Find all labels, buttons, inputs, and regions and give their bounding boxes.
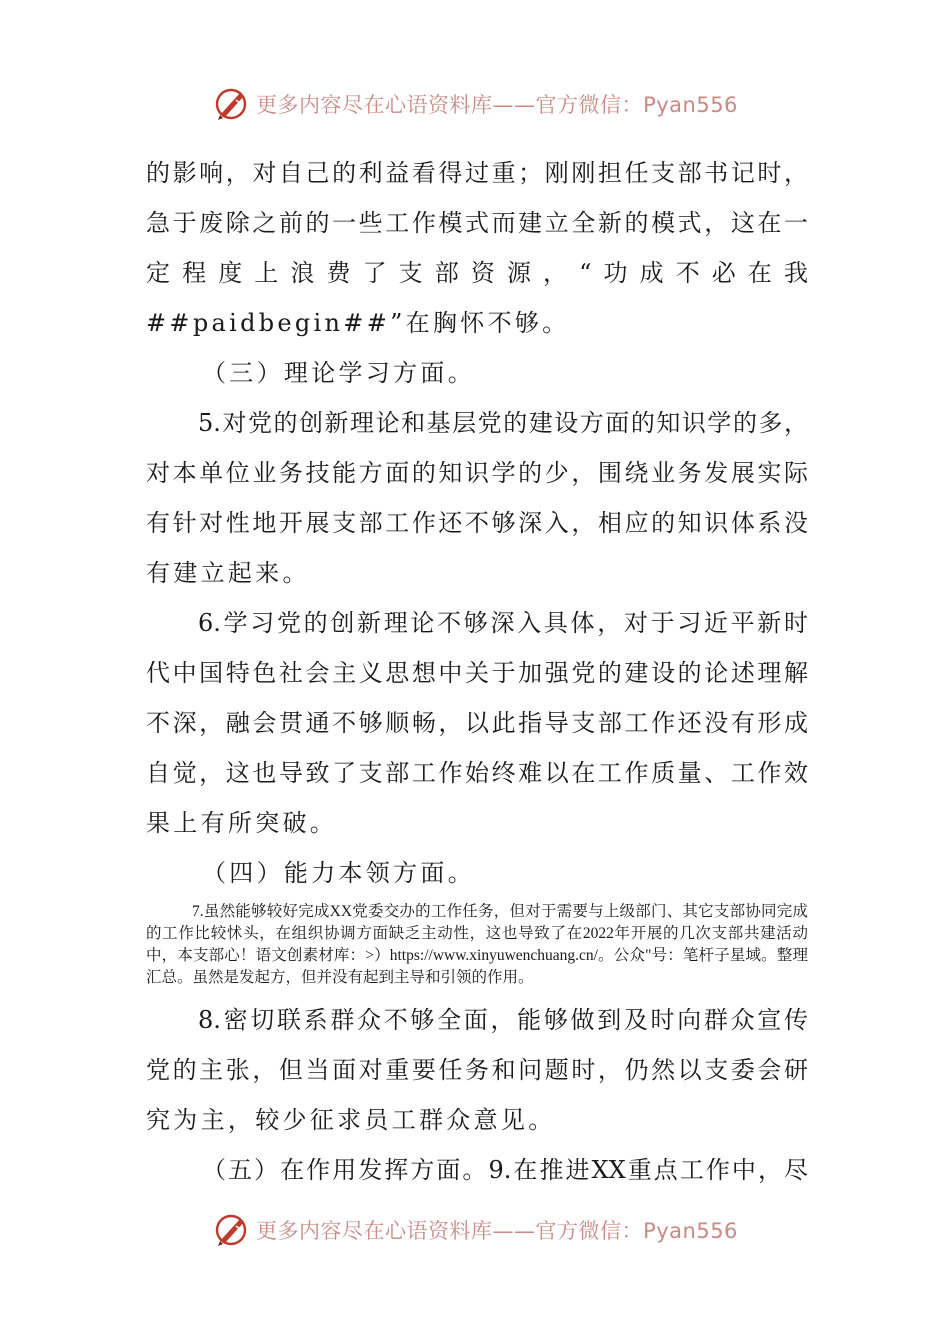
text-line: 不深，融会贯通不够顺畅，以此指导支部工作还没有形成	[146, 709, 808, 737]
section-heading-3: （三）理论学习方面。	[202, 359, 475, 387]
text-line: 究为主，较少征求员工群众意见。	[146, 1106, 556, 1134]
header-banner	[0, 84, 950, 124]
document-body	[146, 148, 808, 1195]
wechat-id: Pyan556	[643, 1219, 738, 1243]
text-line: 有针对性地开展支部工作还不够深入，相应的知识体系没	[146, 509, 808, 537]
text-line: 对本单位业务技能方面的知识学的少，围绕业务发展实际	[146, 459, 808, 487]
text-line: 自觉，这也导致了支部工作始终难以在工作质量、工作效	[146, 759, 808, 787]
text-line: 的影响，对自己的利益看得过重；刚刚担任支部书记时，	[146, 159, 808, 187]
banner-text: 更多内容尽在心语资料库——官方微信：Pyan556	[256, 1219, 738, 1243]
banner-text: 更多内容尽在心语资料库——官方微信：Pyan556	[256, 93, 738, 117]
text-line: 急于废除之前的一些工作模式而建立全新的模式，这在一	[146, 209, 808, 237]
text-line: 党的主张，但当面对重要任务和问题时，仍然以支委会研	[146, 1056, 808, 1084]
section-heading-5: （五）在作用发挥方面。9.在推进XX重点工作中，尽	[202, 1156, 808, 1184]
text-line: 有建立起来。	[146, 559, 310, 587]
text-line: 6.学习党的创新理论不够深入具体，对于习近平新时	[198, 609, 808, 637]
text-line: 果上有所突破。	[146, 809, 338, 837]
pen-logo-icon	[212, 1210, 252, 1250]
wechat-id: Pyan556	[643, 93, 738, 117]
footer-banner	[0, 1210, 950, 1250]
text-line: 8.密切联系群众不够全面，能够做到及时向群众宣传	[198, 1006, 808, 1034]
text-line: 代中国特色社会主义思想中关于加强党的建设的论述理解	[146, 659, 808, 687]
text-line: 5.对党的创新理论和基层党的建设方面的知识学的多，	[198, 409, 808, 437]
small-paragraph-7: 7.虽然能够较好完成XX党委交办的工作任务，但对于需要与上级部门、其它支部协同完成的工作比较怵头，在组织协调方面缺乏主动性，这也导致了在2022年开展的几次支部共建活动中，本支部心！语文创素材库：>）https://www.xinyuwenchuang.cn/。公众"号：笔杆子星域。整理汇总。虽然是发起方，但并没有起到主导和引领的作用。	[146, 903, 808, 986]
text-line: 定程度上浪费了支部资源，“功成不必在我	[146, 259, 808, 287]
section-heading-4: （四）能力本领方面。	[202, 859, 475, 887]
pen-logo-icon	[212, 84, 252, 124]
text-line: ##paidbegin##”在胸怀不够。	[146, 309, 570, 337]
